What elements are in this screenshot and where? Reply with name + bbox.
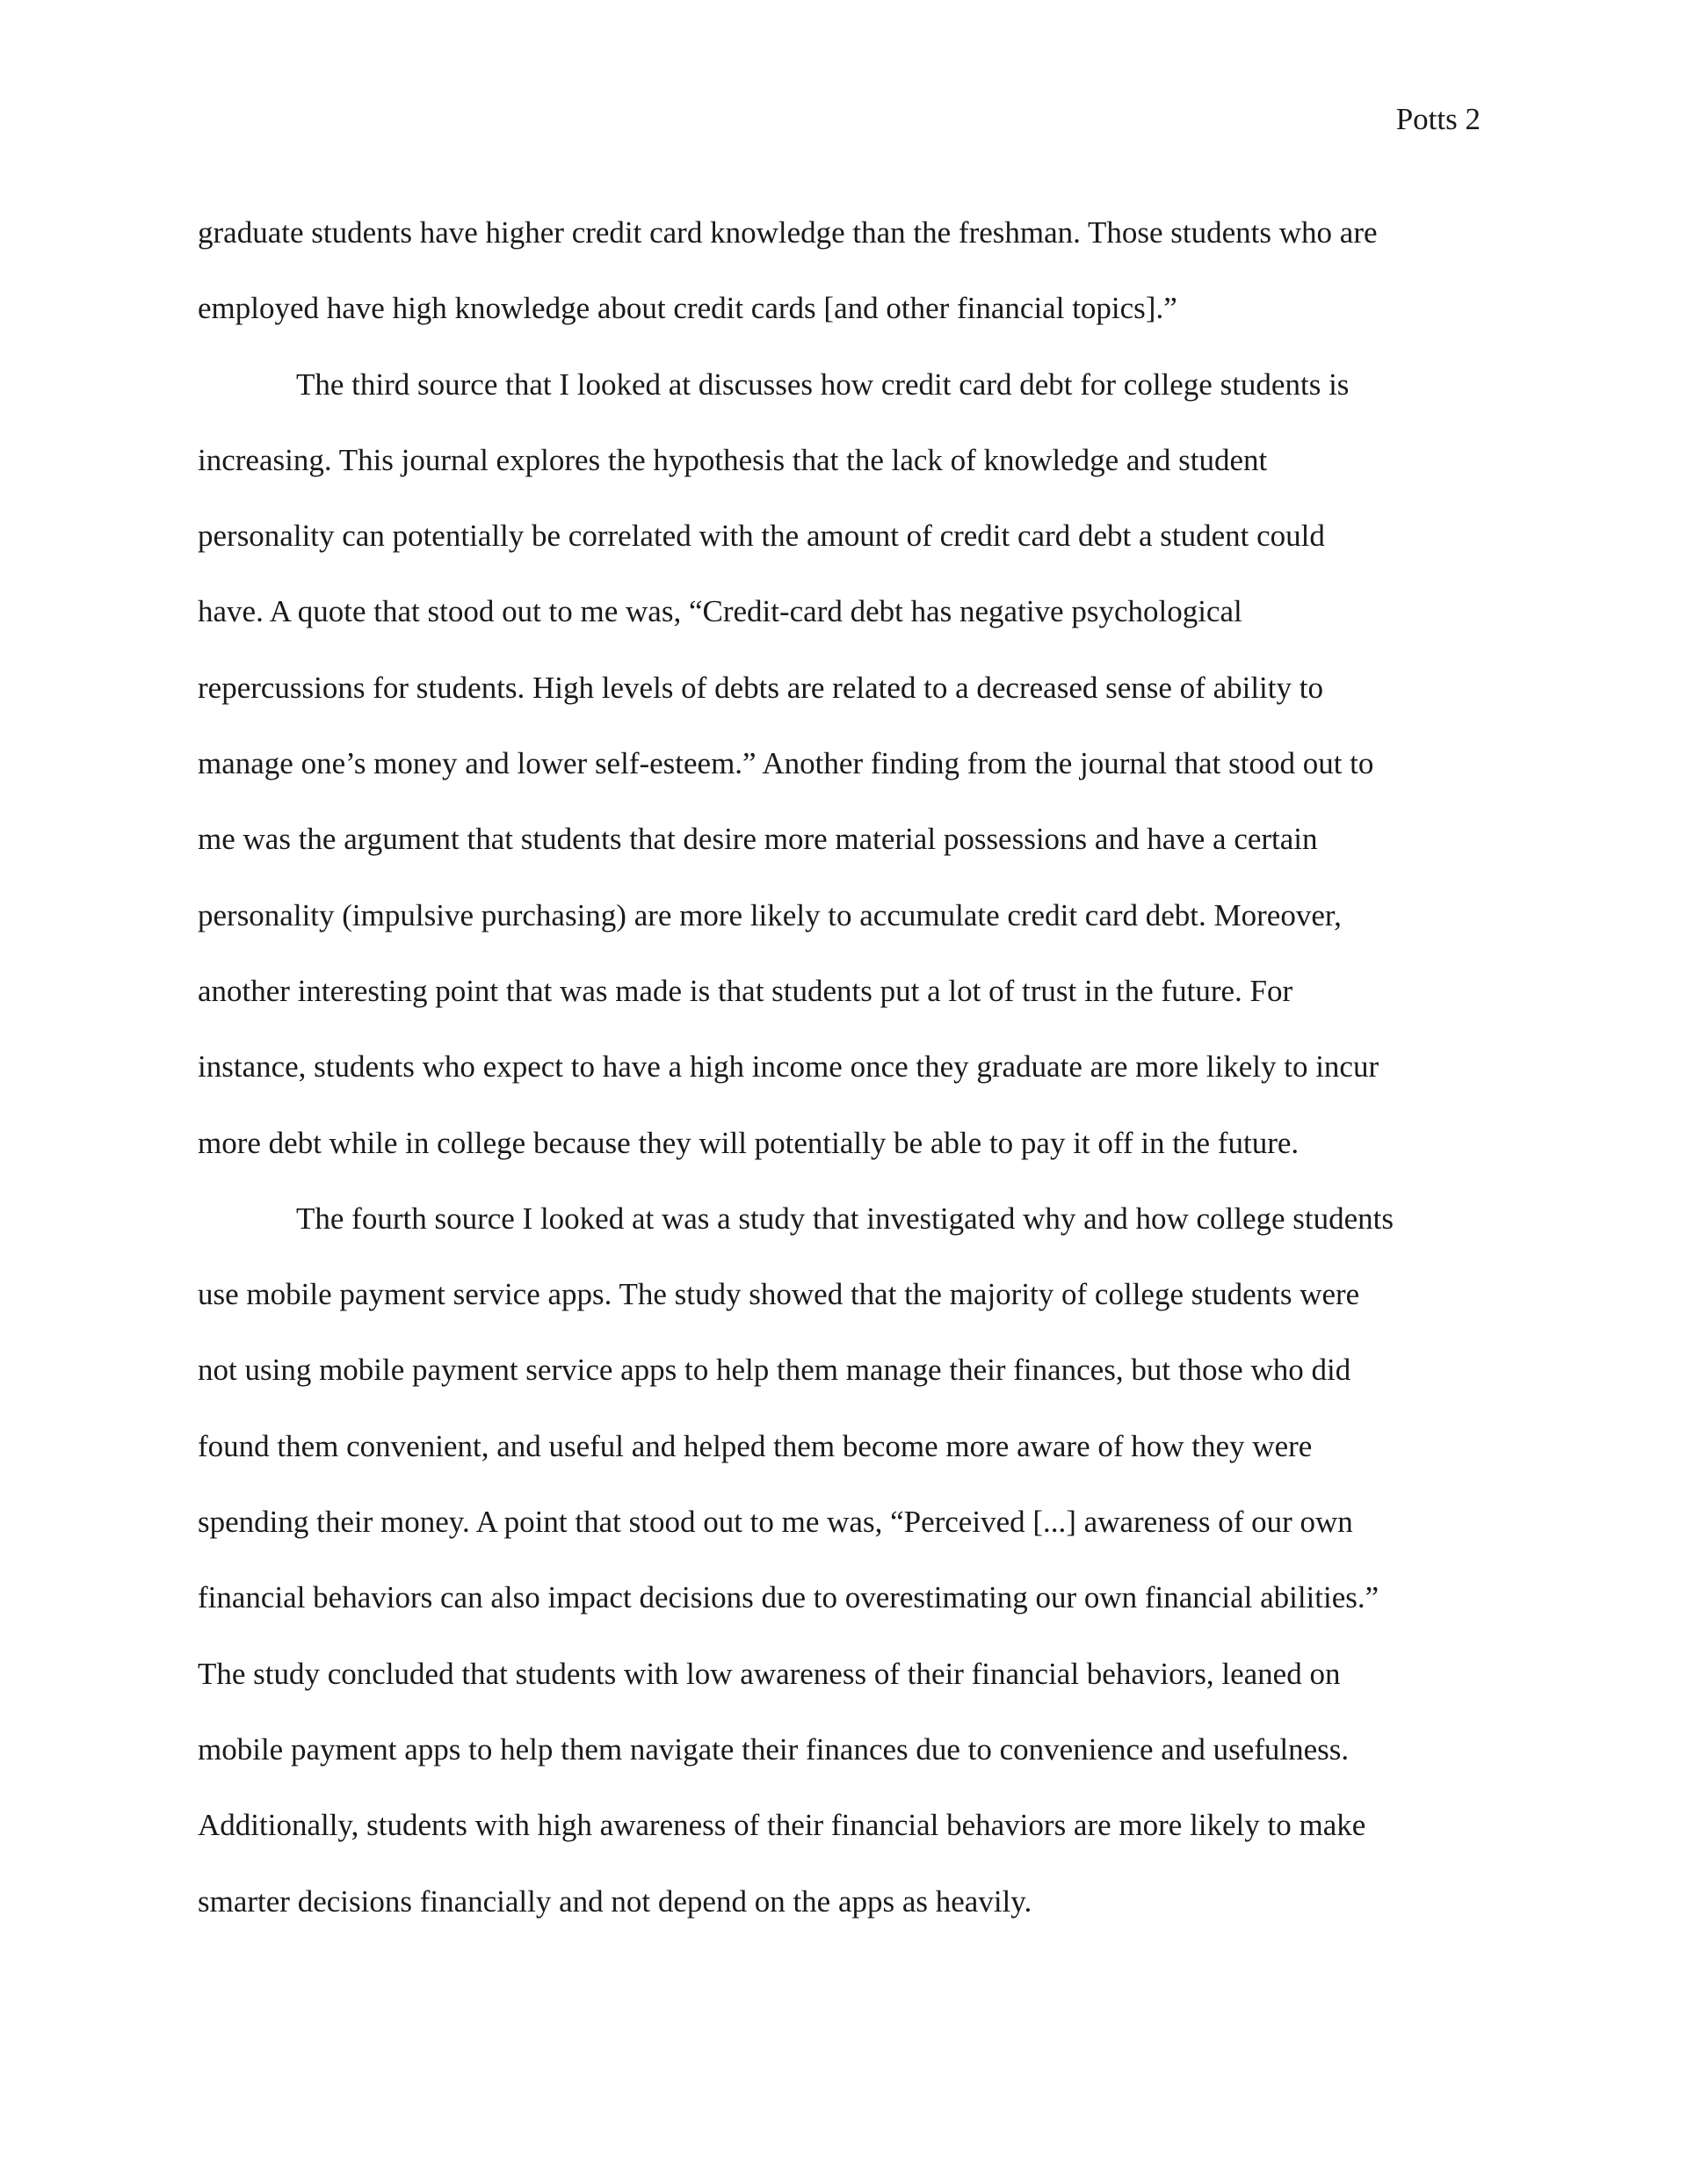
text-line: increasing. This journal explores the hypothesis that the lack of knowledge and student: [198, 442, 1268, 477]
text-line: not using mobile payment service apps to help them manage their finances, but those who did: [198, 1353, 1351, 1388]
running-head: Potts 2: [1395, 102, 1481, 136]
text-line: mobile payment apps to help them navigate their finances due to convenience and usefulness.: [198, 1731, 1350, 1767]
paragraph-first-line: The fourth source I looked at was a study that investigated why and how college students: [296, 1201, 1394, 1236]
body-text: [198, 195, 1511, 1940]
text-line: personality (impulsive purchasing) are more likely to accumulate credit card debt. Moreover,: [198, 897, 1342, 932]
text-line: manage one’s money and lower self-esteem.” Another finding from the journal that stood out to: [198, 746, 1374, 781]
text-line: use mobile payment service apps. The study showed that the majority of college students were: [198, 1277, 1360, 1312]
text-line: another interesting point that was made is that students put a lot of trust in the future. For: [198, 973, 1293, 1008]
text-line: instance, students who expect to have a high income once they graduate are more likely to incur: [198, 1049, 1379, 1085]
text-line: Additionally, students with high awareness of their financial behaviors are more likely to make: [198, 1808, 1366, 1843]
text-line: employed have high knowledge about credit cards [and other financial topics].”: [198, 291, 1177, 326]
text-line: spending their money. A point that stood out to me was, “Perceived [...] awareness of our own: [198, 1505, 1353, 1540]
text-line: financial behaviors can also impact decisions due to overestimating our own financial abilities.”: [198, 1580, 1379, 1615]
paragraph-first-line: The third source that I looked at discusses how credit card debt for college students is: [296, 366, 1350, 402]
text-line: smarter decisions financially and not depend on the apps as heavily.: [198, 1883, 1032, 1919]
text-line: graduate students have higher credit card knowledge than the freshman. Those students who are: [198, 215, 1378, 250]
text-line: more debt while in college because they will potentially be able to pay it off in the future.: [198, 1125, 1300, 1160]
text-line: found them convenient, and useful and helped them become more aware of how they were: [198, 1428, 1313, 1463]
text-line: personality can potentially be correlated with the amount of credit card debt a student could: [198, 519, 1325, 554]
text-line: The study concluded that students with low awareness of their financial behaviors, leaned on: [198, 1656, 1341, 1691]
text-line: repercussions for students. High levels of debts are related to a decreased sense of ability to: [198, 670, 1323, 705]
text-line: me was the argument that students that desire more material possessions and have a certain: [198, 822, 1318, 857]
text-line: have. A quote that stood out to me was, “Credit-card debt has negative psychological: [198, 594, 1242, 629]
